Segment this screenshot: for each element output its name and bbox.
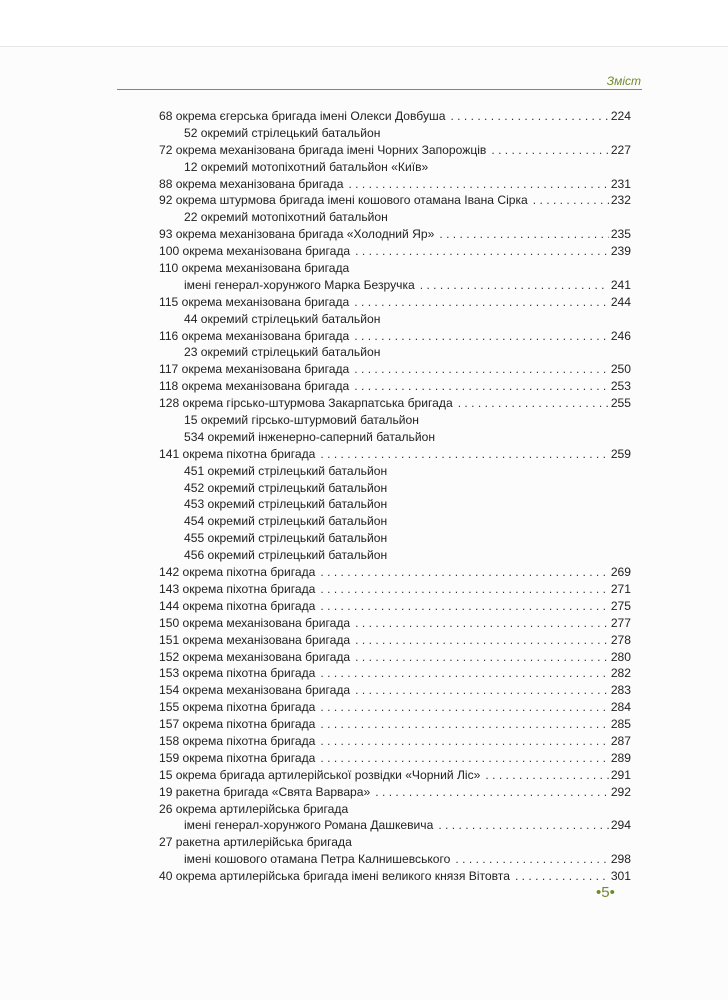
toc-entry xyxy=(159,716,631,733)
toc-page-number: 298 xyxy=(610,852,631,867)
toc-entry-title: 153 окрема піхотна бригада xyxy=(159,666,316,681)
dot-leader xyxy=(458,395,609,412)
dot-leader xyxy=(320,716,608,733)
toc-entry xyxy=(159,581,631,598)
toc-entry-title: 27 ракетна артилерійська бригада xyxy=(159,835,352,850)
page-number: •5• xyxy=(596,884,615,901)
toc-entry-title: 115 окрема механізована бригада xyxy=(159,294,350,309)
toc-page-number: 283 xyxy=(610,683,631,698)
dot-leader xyxy=(491,142,608,159)
toc-entry-title: 155 окрема піхотна бригада xyxy=(159,700,316,715)
toc-entry-title: 141 окрема піхотна бригада xyxy=(159,446,316,461)
toc-entry-title: 152 окрема механізована бригада xyxy=(159,649,351,664)
toc-subentry xyxy=(159,277,631,294)
toc-entry-title: 158 окрема піхотна бригада xyxy=(159,733,316,748)
toc-subentry xyxy=(159,159,631,176)
dot-leader xyxy=(348,176,608,193)
toc-entry-title: імені генерал-хорунжого Марка Безручка xyxy=(184,277,415,292)
toc-entry xyxy=(159,699,631,716)
toc-page-number: 246 xyxy=(610,328,631,343)
toc-entry xyxy=(159,260,631,277)
toc-entry-title: 451 окремий стрілецький батальйон xyxy=(184,463,388,478)
toc-entry-title: 116 окрема механізована бригада xyxy=(159,328,350,343)
dot-leader xyxy=(533,192,609,209)
toc-page-number: 244 xyxy=(610,294,631,309)
dot-leader xyxy=(420,277,609,294)
dot-leader xyxy=(355,632,609,649)
toc-entry-title: 151 окрема механізована бригада xyxy=(159,632,351,647)
toc-page-number: 285 xyxy=(610,717,631,732)
toc-page-number: 292 xyxy=(610,784,631,799)
top-band xyxy=(0,0,728,47)
toc-entry xyxy=(159,243,631,260)
toc-entry xyxy=(159,868,631,885)
toc-entry xyxy=(159,446,631,463)
toc-entry-title: 142 окрема піхотна бригада xyxy=(159,565,316,580)
dot-leader xyxy=(320,598,608,615)
toc-page-number: 231 xyxy=(610,176,631,191)
toc-page-number: 255 xyxy=(610,396,631,411)
toc-page-number: 278 xyxy=(610,632,631,647)
toc-entry xyxy=(159,395,631,412)
toc-page-number: 269 xyxy=(610,565,631,580)
toc-page-number: 294 xyxy=(610,818,631,833)
toc-subentry xyxy=(159,125,631,142)
toc-entry xyxy=(159,108,631,125)
dot-leader xyxy=(354,378,609,395)
toc-page-number: 250 xyxy=(610,362,631,377)
toc-page-number: 239 xyxy=(610,244,631,259)
toc-subentry xyxy=(159,530,631,547)
dot-leader xyxy=(354,294,609,311)
toc-page-number: 291 xyxy=(610,767,631,782)
toc-entry-title: 12 окремий мотопіхотний батальйон «Київ» xyxy=(184,159,429,174)
toc-entry-title: 144 окрема піхотна бригада xyxy=(159,598,316,613)
table-of-contents xyxy=(159,108,631,885)
toc-subentry xyxy=(159,412,631,429)
toc-entry-title: імені генерал-хорунжого Романа Дашкевича xyxy=(184,818,434,833)
toc-entry-title: 128 окрема гірсько-штурмова Закарпатська бригада xyxy=(159,396,453,411)
toc-entry xyxy=(159,361,631,378)
dot-leader xyxy=(320,446,608,463)
toc-subentry xyxy=(159,480,631,497)
toc-entry xyxy=(159,294,631,311)
toc-page-number: 241 xyxy=(610,277,631,292)
toc-page-number: 289 xyxy=(610,750,631,765)
running-header: Зміст xyxy=(606,74,641,88)
dot-leader xyxy=(320,699,608,716)
toc-entry xyxy=(159,784,631,801)
toc-entry-title: 15 окрема бригада артилерійської розвідки «Чорний Ліс» xyxy=(159,767,481,782)
toc-page-number: 287 xyxy=(610,733,631,748)
toc-entry-title: 455 окремий стрілецький батальйон xyxy=(184,531,388,546)
toc-subentry xyxy=(159,547,631,564)
toc-entry xyxy=(159,801,631,818)
toc-entry-title: 22 окремий мотопіхотний батальйон xyxy=(184,210,388,225)
toc-entry-title: 68 окрема єгерська бригада імені Олекси Довбуша xyxy=(159,109,446,123)
dot-leader xyxy=(320,750,608,767)
toc-entry-title: 110 окрема механізована бригада xyxy=(159,261,350,276)
toc-page-number: 282 xyxy=(610,666,631,681)
toc-page-number: 301 xyxy=(610,869,631,884)
toc-page-number: 232 xyxy=(610,193,631,208)
dot-leader xyxy=(320,581,608,598)
toc-subentry xyxy=(159,429,631,446)
toc-page-number: 259 xyxy=(610,446,631,461)
dot-leader xyxy=(515,868,609,885)
toc-entry-title: 159 окрема піхотна бригада xyxy=(159,750,316,765)
toc-page-number: 277 xyxy=(610,615,631,630)
toc-page-number: 280 xyxy=(610,649,631,664)
toc-entry xyxy=(159,767,631,784)
toc-entry xyxy=(159,226,631,243)
dot-leader xyxy=(354,328,609,345)
toc-subentry xyxy=(159,209,631,226)
toc-entry-title: 52 окремий стрілецький батальйон xyxy=(184,125,381,140)
toc-entry xyxy=(159,649,631,666)
toc-subentry xyxy=(159,496,631,513)
toc-entry xyxy=(159,192,631,209)
toc-page-number: 253 xyxy=(610,379,631,394)
toc-entry-title: імені кошового отамана Петра Калнишевського xyxy=(184,852,451,867)
dot-leader xyxy=(355,243,609,260)
toc-page-number: 284 xyxy=(610,700,631,715)
toc-entry-title: 100 окрема механізована бригада xyxy=(159,244,351,259)
dot-leader xyxy=(375,784,609,801)
dot-leader xyxy=(355,649,609,666)
dot-leader xyxy=(438,817,609,834)
toc-entry xyxy=(159,834,631,851)
toc-entry xyxy=(159,564,631,581)
toc-subentry xyxy=(159,513,631,530)
dot-leader xyxy=(450,108,608,125)
toc-entry-title: 15 окремий гірсько-штурмовий батальйон xyxy=(184,413,419,428)
toc-page-number: 275 xyxy=(610,598,631,613)
toc-entry xyxy=(159,142,631,159)
toc-subentry xyxy=(159,817,631,834)
toc-entry-title: 157 окрема піхотна бригада xyxy=(159,717,316,732)
dot-leader xyxy=(320,733,608,750)
dot-leader xyxy=(439,226,608,243)
toc-entry xyxy=(159,176,631,193)
toc-entry xyxy=(159,750,631,767)
toc-page-number: 227 xyxy=(610,142,631,157)
toc-entry xyxy=(159,632,631,649)
toc-entry-title: 92 окрема штурмова бригада імені кошового отамана Івана Сірка xyxy=(159,193,528,208)
toc-entry xyxy=(159,378,631,395)
header-rule xyxy=(117,89,642,90)
toc-entry-title: 452 окремий стрілецький батальйон xyxy=(184,480,388,495)
toc-entry-title: 454 окремий стрілецький батальйон xyxy=(184,514,388,529)
toc-page-number: 271 xyxy=(610,581,631,596)
toc-entry-title: 456 окремий стрілецький батальйон xyxy=(184,548,388,563)
toc-entry-title: 117 окрема механізована бригада xyxy=(159,362,350,377)
toc-entry-title: 534 окремий інженерно-саперний батальйон xyxy=(184,429,436,444)
toc-subentry xyxy=(159,344,631,361)
toc-entry-title: 118 окрема механізована бригада xyxy=(159,379,350,394)
toc-subentry xyxy=(159,311,631,328)
toc-entry xyxy=(159,682,631,699)
toc-subentry xyxy=(159,851,631,868)
toc-entry-title: 72 окрема механізована бригада імені Чорних Запорожців xyxy=(159,142,487,157)
dot-leader xyxy=(355,615,609,632)
toc-entry-title: 40 окрема артилерійська бригада імені великого князя Вітовта xyxy=(159,869,510,884)
toc-entry-title: 88 окрема механізована бригада xyxy=(159,176,344,191)
dot-leader xyxy=(320,564,608,581)
toc-entry xyxy=(159,328,631,345)
toc-entry-title: 26 окрема артилерійська бригада xyxy=(159,801,349,816)
toc-entry-title: 453 окремий стрілецький батальйон xyxy=(184,497,388,512)
toc-entry xyxy=(159,733,631,750)
toc-entry xyxy=(159,598,631,615)
dot-leader xyxy=(320,665,608,682)
toc-entry xyxy=(159,665,631,682)
toc-entry-title: 150 окрема механізована бригада xyxy=(159,615,351,630)
toc-entry xyxy=(159,615,631,632)
toc-page-number: 224 xyxy=(610,109,631,123)
toc-entry-title: 154 окрема механізована бригада xyxy=(159,683,351,698)
toc-page-number: 235 xyxy=(610,227,631,242)
toc-entry-title: 44 окремий стрілецький батальйон xyxy=(184,311,381,326)
dot-leader xyxy=(455,851,608,868)
toc-entry-title: 19 ракетна бригада «Свята Варвара» xyxy=(159,784,371,799)
dot-leader xyxy=(355,682,609,699)
dot-leader xyxy=(354,361,609,378)
toc-entry-title: 93 окрема механізована бригада «Холодний Яр» xyxy=(159,227,435,242)
toc-entry-title: 143 окрема піхотна бригада xyxy=(159,581,316,596)
toc-entry-title: 23 окремий стрілецький батальйон xyxy=(184,345,381,360)
dot-leader xyxy=(485,767,608,784)
toc-subentry xyxy=(159,463,631,480)
